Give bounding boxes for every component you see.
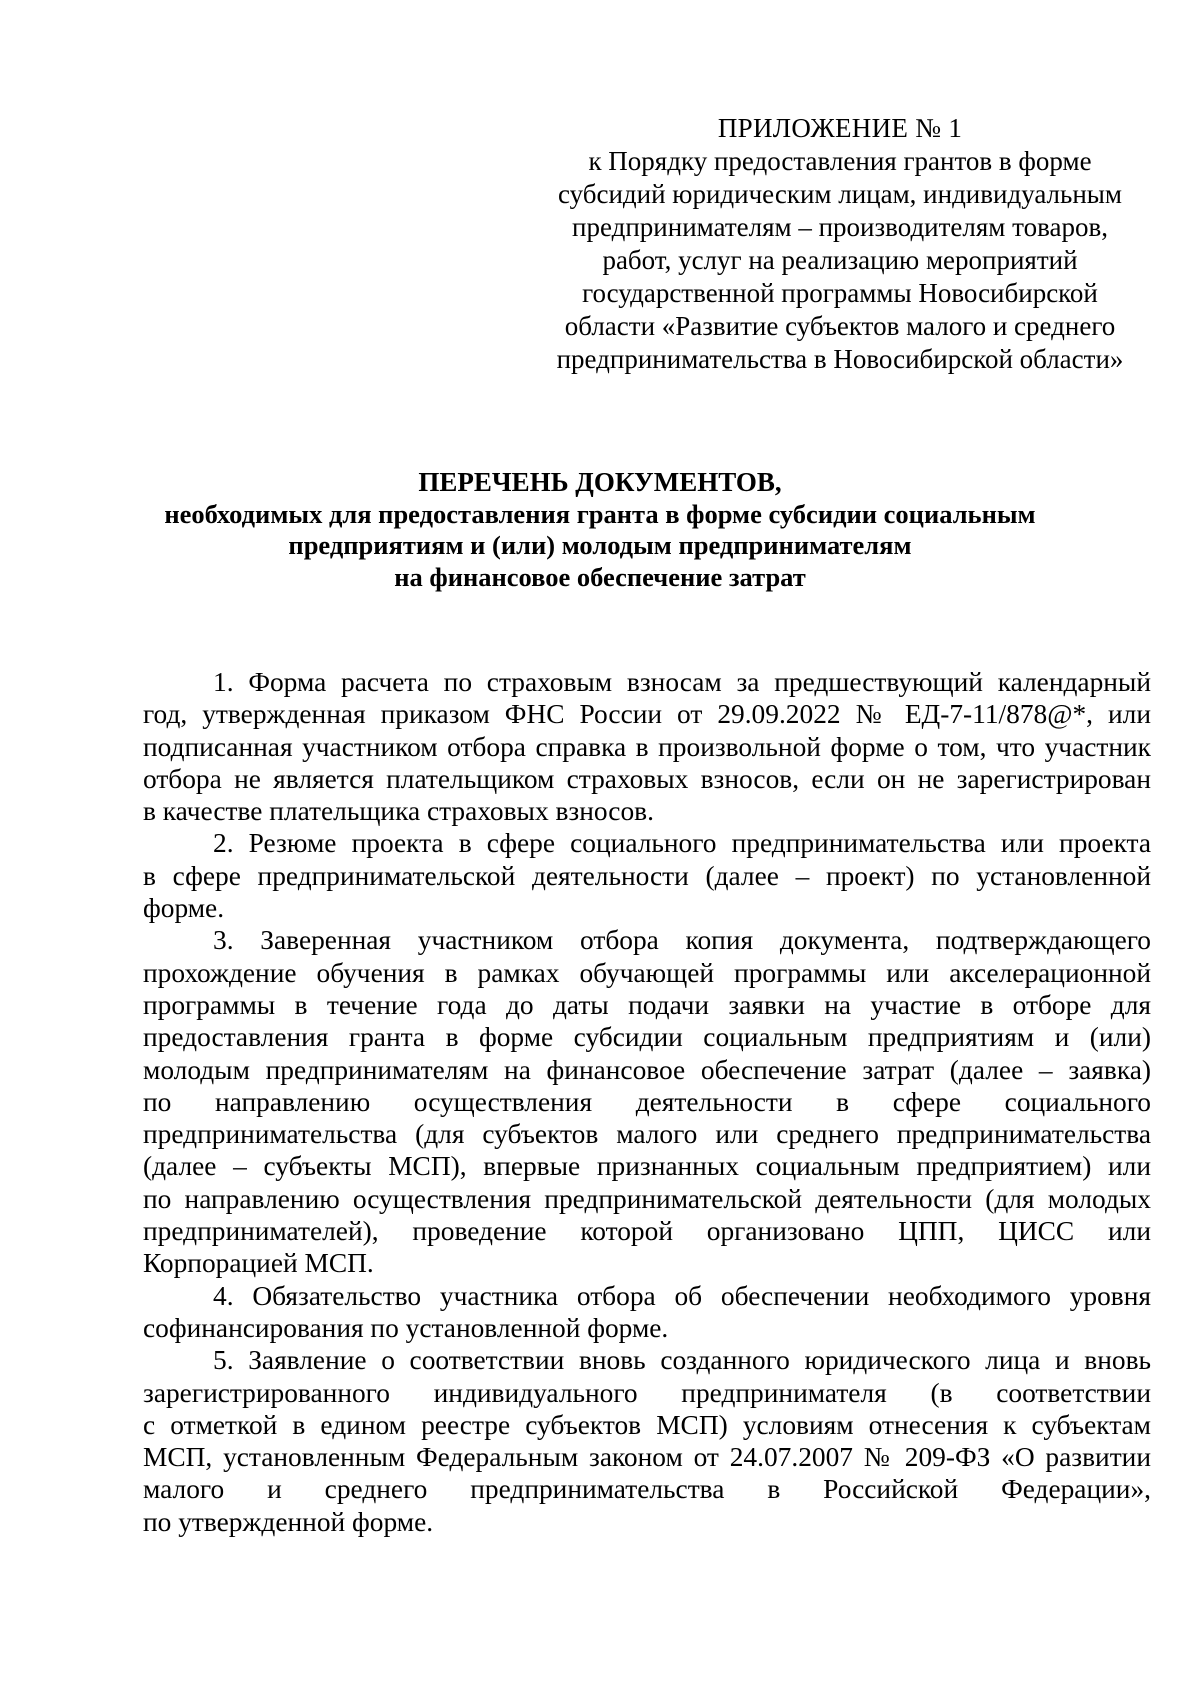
appendix-line: области «Развитие субъектов малого и среднего: [564, 311, 1116, 341]
text-line: 2. Резюме проекта в сфере социального предпринимательства или проекта: [213, 828, 1151, 859]
text-line: подписанная участником отбора справка в произвольной форме о том, что участник: [143, 731, 1151, 762]
document-title: ПЕРЕЧЕНЬ ДОКУМЕНТОВ,: [418, 467, 782, 497]
document-body: [143, 666, 1151, 1538]
document-subtitle-line: на финансовое обеспечение затрат: [394, 561, 806, 592]
text-line: по направлению осуществления деятельности в сфере социального: [143, 1086, 1151, 1117]
appendix-line: работ, услуг на реализацию мероприятий: [602, 245, 1078, 275]
list-item-1: [143, 666, 1151, 827]
document-heading: [150, 467, 1050, 593]
document-subtitle-line: необходимых для предоставления гранта в форме субсидии социальным: [164, 498, 1036, 529]
text-line: по направлению осуществления предпринимательской деятельности (для молодых: [143, 1183, 1151, 1214]
text-line: предоставления гранта в форме субсидии социальным предприятиям и (или): [143, 1022, 1151, 1053]
text-line: предпринимательства (для субъектов малого или среднего предпринимательства: [143, 1119, 1151, 1150]
list-item-2: [143, 827, 1151, 924]
appendix-title: ПРИЛОЖЕНИЕ № 1: [717, 113, 963, 143]
appendix-line: предпринимателям – производителям товаров,: [572, 212, 1108, 242]
text-line: прохождение обучения в рамках обучающей программы или акселерационной: [143, 957, 1151, 988]
appendix-line: государственной программы Новосибирской: [582, 278, 1098, 308]
text-line: по утвержденной форме.: [143, 1506, 434, 1537]
text-line: МСП, установленным Федеральным законом от 24.07.2007 № 209-ФЗ «О развитии: [143, 1442, 1151, 1473]
text-line: 4. Обязательство участника отбора об обеспечении необходимого уровня: [213, 1280, 1151, 1311]
document-subtitle-line: предприятиям и (или) молодым предпринимателям: [288, 530, 912, 560]
text-line: в сфере предпринимательской деятельности (далее – проект) по установленной: [143, 860, 1151, 891]
text-line: молодым предпринимателям на финансовое обеспечение затрат (далее – заявка): [143, 1054, 1151, 1085]
text-line: 5. Заявление о соответствии вновь созданного юридического лица и вновь: [213, 1345, 1151, 1376]
text-line: отбора не является плательщиком страховых взносов, если он не зарегистрирован: [143, 763, 1151, 794]
text-line: 1. Форма расчета по страховым взносам за предшествующий календарный: [213, 667, 1151, 697]
list-item-4: [143, 1280, 1151, 1345]
text-line: (далее – субъекты МСП), впервые признанных социальным предприятием) или: [143, 1151, 1151, 1182]
appendix-header: [545, 112, 1135, 376]
appendix-line: к Порядку предоставления грантов в форме: [588, 146, 1092, 176]
text-line: малого и среднего предпринимательства в Российской Федерации»,: [143, 1474, 1151, 1505]
list-item-5: [143, 1344, 1151, 1538]
text-line: форме.: [143, 893, 225, 924]
text-line: софинансирования по установленной форме.: [143, 1312, 669, 1343]
text-line: в качестве плательщика страховых взносов.: [143, 796, 654, 827]
appendix-line: предпринимательства в Новосибирской области»: [556, 344, 1124, 374]
list-item-3: [143, 924, 1151, 1279]
text-line: год, утвержденная приказом ФНС России от 29.09.2022 № ЕД-7-11/878@*, или: [143, 699, 1151, 730]
appendix-line: субсидий юридическим лицам, индивидуальным: [557, 179, 1123, 209]
text-line: с отметкой в едином реестре субъектов МСП) условиям отнесения к субъектам: [143, 1409, 1151, 1440]
text-line: зарегистрированного индивидуального предпринимателя (в соответствии: [143, 1377, 1151, 1408]
text-line: 3. Заверенная участником отбора копия документа, подтверждающего: [213, 925, 1151, 956]
text-line: предпринимателей), проведение которой организовано ЦПП, ЦИСС или: [143, 1216, 1151, 1247]
text-line: программы в течение года до даты подачи заявки на участие в отборе для: [143, 989, 1151, 1020]
text-line: Корпорацией МСП.: [143, 1248, 374, 1279]
